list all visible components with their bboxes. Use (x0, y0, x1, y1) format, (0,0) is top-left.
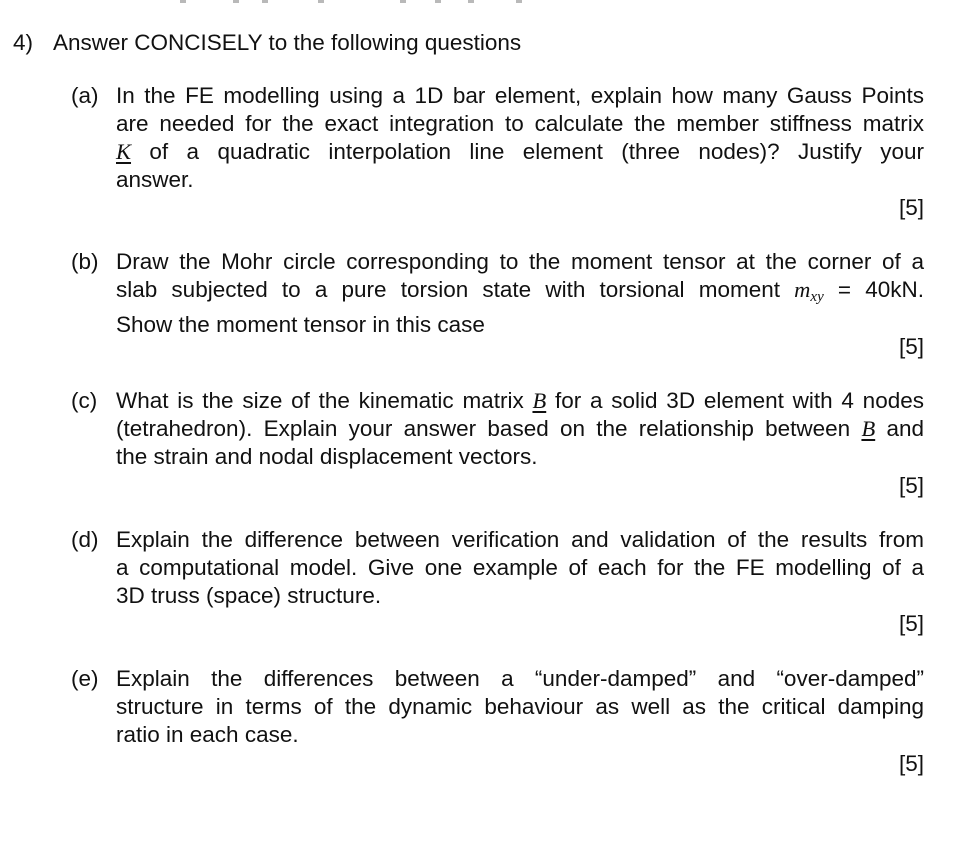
part-d (71, 526, 924, 610)
question-header (13, 29, 521, 57)
text-line: answer. (116, 167, 194, 192)
text-line: structure in terms of the dynamic behaviour as well as the critical damping (116, 694, 924, 719)
part-a (71, 82, 924, 194)
text-line (116, 138, 924, 166)
kinematic-matrix-symbol: B (861, 416, 876, 441)
part-label: (d) (71, 527, 99, 552)
question-number: 4) (13, 30, 34, 55)
marks-c: [5] (898, 473, 924, 498)
part-text (116, 665, 924, 749)
text-line: are needed for the exact integration to calculate the member stiffness matrix (116, 111, 924, 136)
text-fragment: (tetrahedron). Explain your answer based on the relationship between (116, 416, 851, 441)
part-e (71, 665, 924, 749)
text-line: the strain and nodal displacement vectors. (116, 444, 538, 469)
text-fragment: What is the size of the kinematic matrix (116, 388, 524, 413)
text-fragment: and (886, 416, 924, 441)
part-label: (c) (71, 388, 98, 413)
part-label: (b) (71, 249, 99, 274)
text-fragment: = 40kN. (837, 277, 924, 302)
text-line (116, 276, 924, 311)
text-line: a computational model. Give one example of each for the FE modelling of a (116, 555, 924, 580)
text-line: Draw the Mohr circle corresponding to the moment tensor at the corner of a (116, 249, 924, 274)
part-text (116, 82, 924, 194)
marks-d: [5] (898, 611, 924, 636)
text-line: Show the moment tensor in this case (116, 312, 485, 337)
part-c (71, 387, 924, 471)
part-label: (a) (71, 83, 99, 108)
part-text (116, 387, 924, 471)
text-line: In the FE modelling using a 1D bar element, explain how many Gauss Points (116, 83, 924, 108)
torsional-moment-symbol: $m_{xy}$ (794, 277, 824, 305)
text-line (116, 415, 924, 443)
text-line: ratio in each case. (116, 722, 299, 747)
marks-e: [5] (898, 751, 924, 776)
kinematic-matrix-symbol: B (532, 388, 547, 413)
part-b (71, 248, 924, 339)
part-label: (e) (71, 666, 99, 691)
text-line (116, 387, 924, 415)
stiffness-matrix-symbol: K (116, 139, 132, 164)
marks-b: [5] (898, 334, 924, 359)
part-text (116, 248, 924, 339)
text-line: Explain the differences between a “under-damped” and “over-damped” (116, 666, 924, 691)
cropped-previous-line (0, 0, 976, 6)
question-title: Answer CONCISELY to the following questions (53, 30, 522, 55)
marks-a: [5] (898, 195, 924, 220)
text-fragment: for a solid 3D element with 4 nodes (554, 388, 924, 413)
text-line: Explain the difference between verification and validation of the results from (116, 527, 924, 552)
text-fragment: of a quadratic interpolation line element (three nodes)? Justify your (149, 139, 924, 164)
part-text (116, 526, 924, 610)
text-fragment: slab subjected to a pure torsion state with torsional moment (116, 277, 780, 302)
text-line: 3D truss (space) structure. (116, 583, 382, 608)
